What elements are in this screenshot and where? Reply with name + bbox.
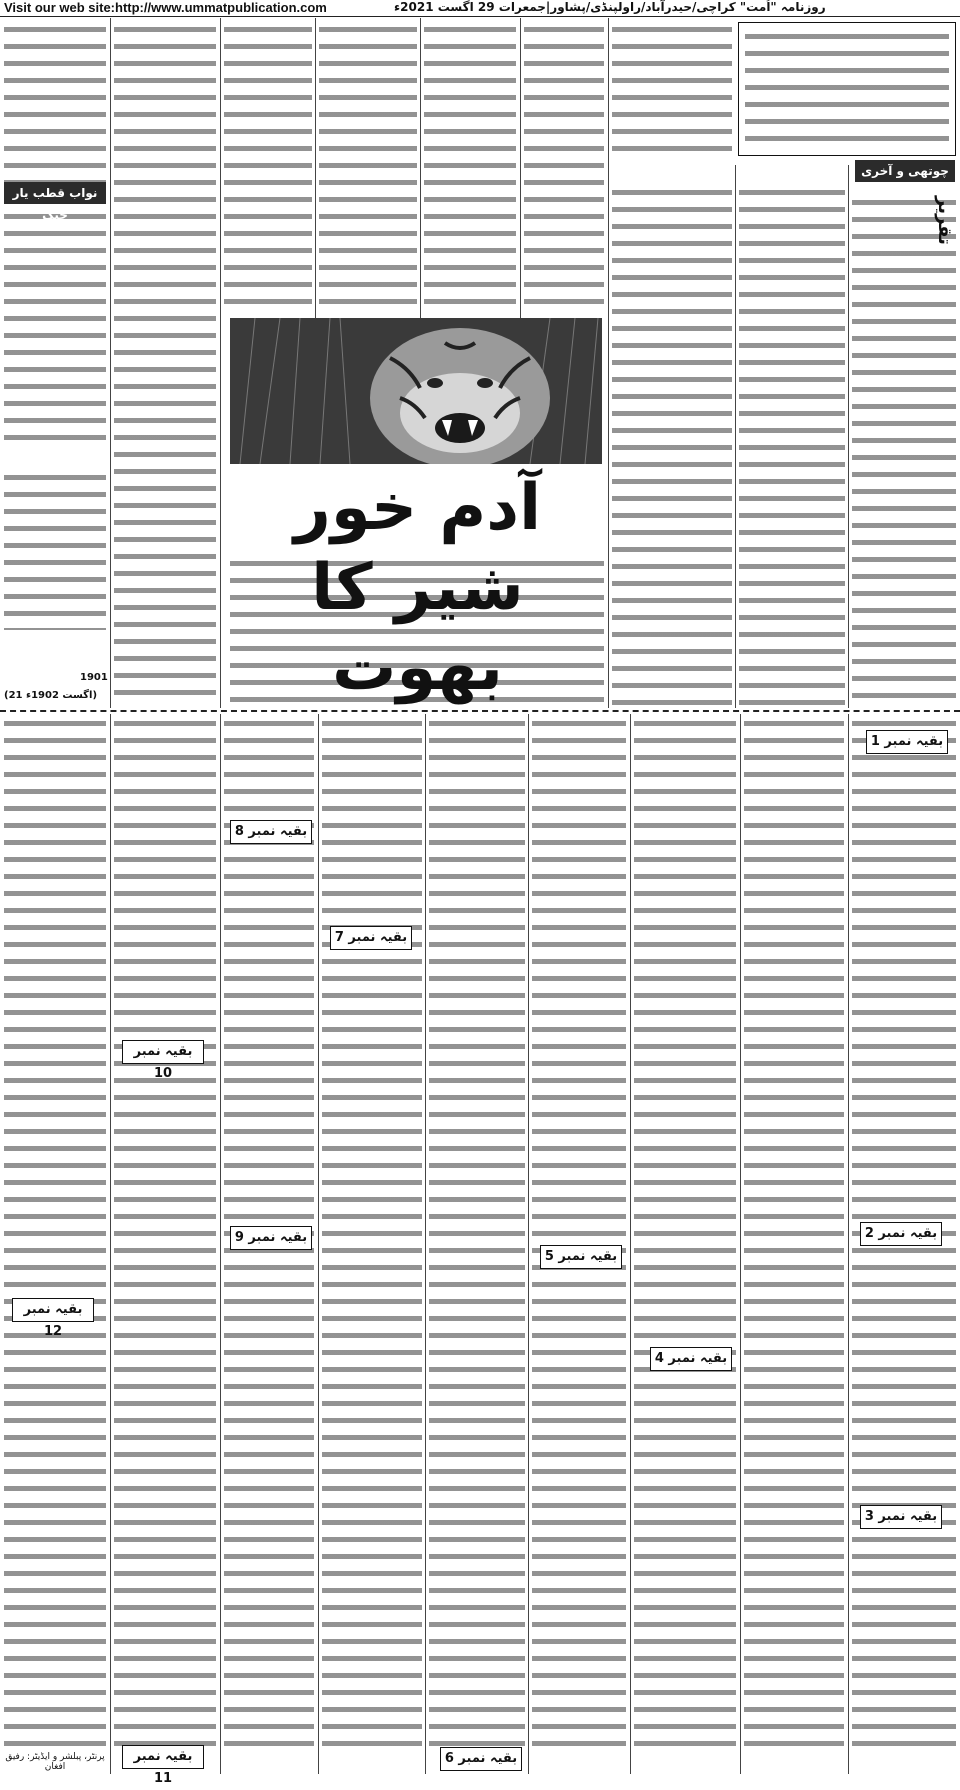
article-column <box>319 22 417 312</box>
continuation-label-5: بقیہ نمبر 5 <box>540 1245 622 1269</box>
article-column <box>322 716 422 1756</box>
tiger-photo <box>230 318 602 464</box>
dateline: روزنامہ "اُمت" کراچی/حیدرآباد/راولپنڈی/پشاور|جمعرات 29 اگست 2021ء <box>394 0 826 14</box>
feature-headline: آدم خور شیر کا بھوت <box>293 471 542 705</box>
continuation-label-12: بقیہ نمبر 12 <box>12 1298 94 1322</box>
tiger-illustration <box>230 318 602 464</box>
continuation-label-11: بقیہ نمبر 11 <box>122 1745 204 1769</box>
article-column <box>744 716 844 1756</box>
article-column <box>612 185 732 705</box>
continuation-label-3: بقیہ نمبر 3 <box>860 1505 942 1529</box>
author-tag: نواب قطب یار جنگ <box>4 182 106 204</box>
continuation-label-1: بقیہ نمبر 1 <box>866 730 948 754</box>
continuation-label-7: بقیہ نمبر 7 <box>330 926 412 950</box>
series-tag: چوتھی و آخری قسط <box>855 160 955 182</box>
column-rule <box>740 714 741 1774</box>
column-rule <box>520 18 521 318</box>
column-rule <box>425 714 426 1774</box>
continuation-label-2: بقیہ نمبر 2 <box>860 1222 942 1246</box>
column-rule <box>848 714 849 1774</box>
article-column <box>4 716 106 1756</box>
continuation-label-9: بقیہ نمبر 9 <box>230 1226 312 1250</box>
column-rule <box>110 714 111 1774</box>
article-column <box>224 22 312 312</box>
article-column <box>424 22 516 312</box>
article-column <box>532 716 626 1756</box>
column-rule <box>315 18 316 318</box>
section-divider <box>0 710 960 712</box>
article-column <box>852 195 956 705</box>
article-column <box>429 716 525 1756</box>
continuation-label-10: بقیہ نمبر 10 <box>122 1040 204 1064</box>
article-column <box>612 22 732 157</box>
masthead-rule <box>0 16 960 17</box>
website-url[interactable]: Visit our web site:http://www.ummatpublication.com <box>4 0 327 15</box>
column-rule <box>420 18 421 318</box>
column-rule <box>848 165 849 708</box>
column-rule <box>220 714 221 1774</box>
article-column <box>4 470 106 630</box>
article-column <box>114 716 216 1756</box>
column-rule <box>608 18 609 708</box>
continuation-label-8: بقیہ نمبر 8 <box>230 820 312 844</box>
intro-box <box>738 22 956 156</box>
column-rule <box>630 714 631 1774</box>
article-column <box>524 22 604 312</box>
publisher-credits: پرنٹر، پبلشر و ایڈیٹر: رفیق افغان <box>5 1752 105 1772</box>
column-rule <box>318 714 319 1774</box>
article-column <box>114 22 216 702</box>
continuation-label-4: بقیہ نمبر 4 <box>650 1347 732 1371</box>
side-tag-right: تقریر <box>934 195 955 245</box>
article-column <box>4 22 106 452</box>
continuation-label-6: بقیہ نمبر 6 <box>440 1747 522 1771</box>
date-reference: (21 اگست 1902ء) <box>4 690 98 701</box>
article-column <box>739 185 845 705</box>
article-column <box>634 716 736 1756</box>
column-rule <box>528 714 529 1774</box>
year-reference: 1901 <box>80 672 108 683</box>
column-rule <box>220 18 221 708</box>
column-rule <box>110 18 111 708</box>
column-rule <box>735 165 736 708</box>
